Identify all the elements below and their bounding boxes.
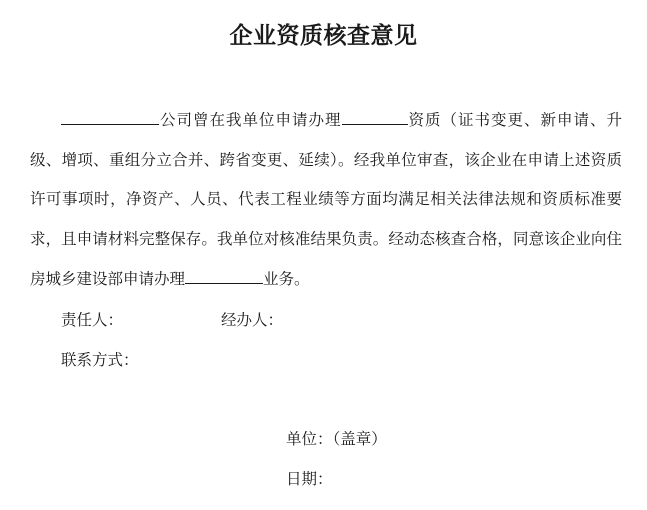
paragraph-text-1: 公司曾在我单位申请办理: [159, 111, 342, 129]
unit-seal-label: 单位：（盖章）: [286, 430, 387, 448]
paragraph-text-2: 资质（证书变更、新申请、升级、增项、重组分立合并、跨省变更、延续）。经我单位审查，该企业在申请上述资质许可事项时，净资产、人员、代表工程业绩等方面均满足相关法律法规和资质标准要求，且申请材料完整保存。我单位对核准结果负责。经动态核查合格，同意该企业向住房城乡建设部申请办理: [30, 111, 622, 288]
handler-label: 经办人：: [221, 311, 284, 329]
business-blank[interactable]: [185, 266, 263, 284]
verification-paragraph: [30, 101, 622, 300]
paragraph-text-3: 业务。: [263, 269, 310, 288]
date-label: 日期：: [286, 470, 333, 488]
qualification-blank[interactable]: [342, 107, 408, 125]
contact-label: 联系方式：: [61, 351, 139, 369]
company-name-blank[interactable]: [61, 107, 159, 125]
responsible-person-label: 责任人：: [61, 311, 124, 329]
document-title: 企业资质核查意见: [229, 23, 418, 49]
